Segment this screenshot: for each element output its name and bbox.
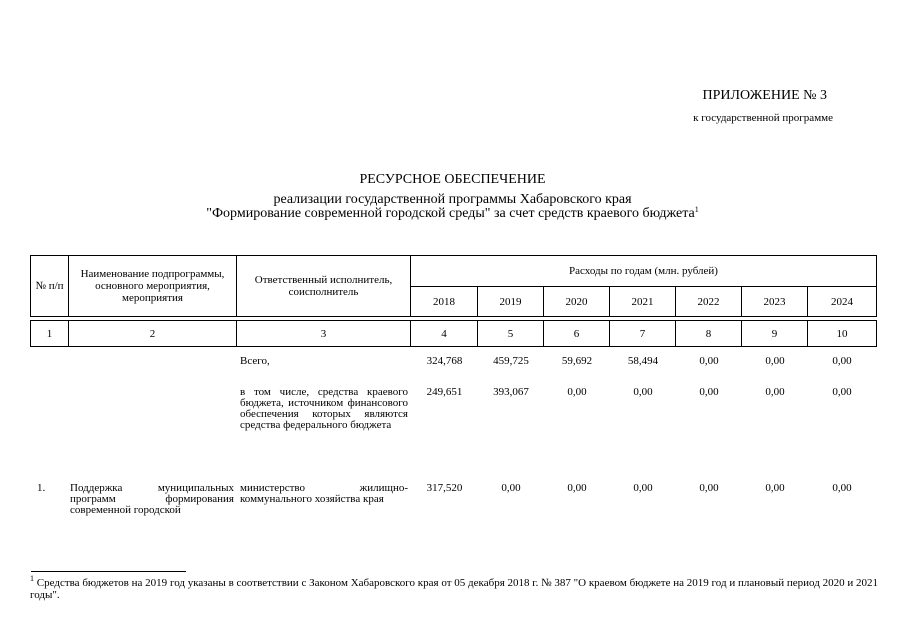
row-value: 0,00 [699, 355, 719, 367]
header-year: 2024 [808, 287, 877, 317]
row-value: 0,00 [633, 482, 653, 494]
column-number: 8 [676, 321, 742, 347]
footnote-marker: 1 [30, 574, 34, 583]
header-year: 2018 [411, 287, 478, 317]
row-value: 459,725 [493, 355, 529, 367]
column-number: 2 [69, 321, 237, 347]
header-year: 2023 [742, 287, 808, 317]
column-number: 5 [478, 321, 544, 347]
column-number: 1 [31, 321, 69, 347]
header-col-executor: Ответственный исполнитель, соисполнитель [237, 256, 411, 317]
row-executor: в том числе, средства краевого бюджета, источником финансового обеспечения которых являются средства федерального бюджета [240, 386, 408, 431]
row-executor: Всего, [240, 355, 270, 367]
header-col-num: № п/п [31, 256, 69, 317]
header-year: 2019 [478, 287, 544, 317]
row-value: 324,768 [426, 355, 463, 367]
row-value: 0,00 [567, 386, 587, 398]
row-executor: министерство жилищно-коммунального хозяйства края [240, 482, 408, 505]
column-number: 6 [544, 321, 610, 347]
row-value: 58,494 [627, 355, 659, 367]
document-subtitle-line2-text: "Формирование современной городской среды" за счет средств краевого бюджета [206, 206, 695, 221]
row-value: 0,00 [765, 355, 785, 367]
header-col-expenses: Расходы по годам (млн. рублей) [411, 256, 877, 287]
column-number: 7 [610, 321, 676, 347]
row-value: 393,067 [493, 386, 529, 398]
document-subtitle [0, 193, 905, 221]
document-subtitle-line2 [0, 207, 905, 221]
column-number: 10 [808, 321, 877, 347]
column-number: 3 [237, 321, 411, 347]
row-value: 249,651 [426, 386, 463, 398]
appendix-title: ПРИЛОЖЕНИЕ № 3 [702, 88, 827, 103]
row-value: 0,00 [567, 482, 587, 494]
document-subtitle-line1: реализации государственной программы Хабаровского края [273, 192, 632, 207]
row-value: 59,692 [561, 355, 593, 367]
table-column-numbers [30, 320, 877, 347]
row-value: 0,00 [832, 482, 852, 494]
row-value: 317,520 [426, 482, 463, 494]
row-value: 0,00 [832, 386, 852, 398]
footnote-separator [31, 571, 186, 572]
column-number: 4 [411, 321, 478, 347]
header-year: 2020 [544, 287, 610, 317]
footnote-reference: 1 [694, 205, 699, 214]
footnote [30, 574, 878, 601]
row-value: 0,00 [765, 386, 785, 398]
header-year: 2022 [676, 287, 742, 317]
column-number: 9 [742, 321, 808, 347]
header-col-name: Наименование подпрограммы, основного мероприятия, мероприятия [69, 256, 237, 317]
row-value: 0,00 [501, 482, 521, 494]
row-value: 0,00 [699, 386, 719, 398]
footnote-text: Средства бюджетов на 2019 год указаны в соответствии с Законом Хабаровского края от 05 декабря 2018 г. № 387 "О краевом бюджете на 2019 год и плановый период 2020 и 2021 годы". [30, 577, 878, 601]
row-value: 0,00 [765, 482, 785, 494]
header-year: 2021 [610, 287, 676, 317]
row-name: Поддержка муниципальных программ формирования современной городской [70, 482, 234, 516]
document-title: РЕСУРСНОЕ ОБЕСПЕЧЕНИЕ [359, 172, 546, 187]
row-value: 0,00 [832, 355, 852, 367]
row-value: 0,00 [699, 482, 719, 494]
row-num: 1. [37, 482, 46, 494]
row-value: 0,00 [633, 386, 653, 398]
table-header [30, 255, 877, 317]
appendix-subtitle: к государственной программе [693, 112, 833, 124]
